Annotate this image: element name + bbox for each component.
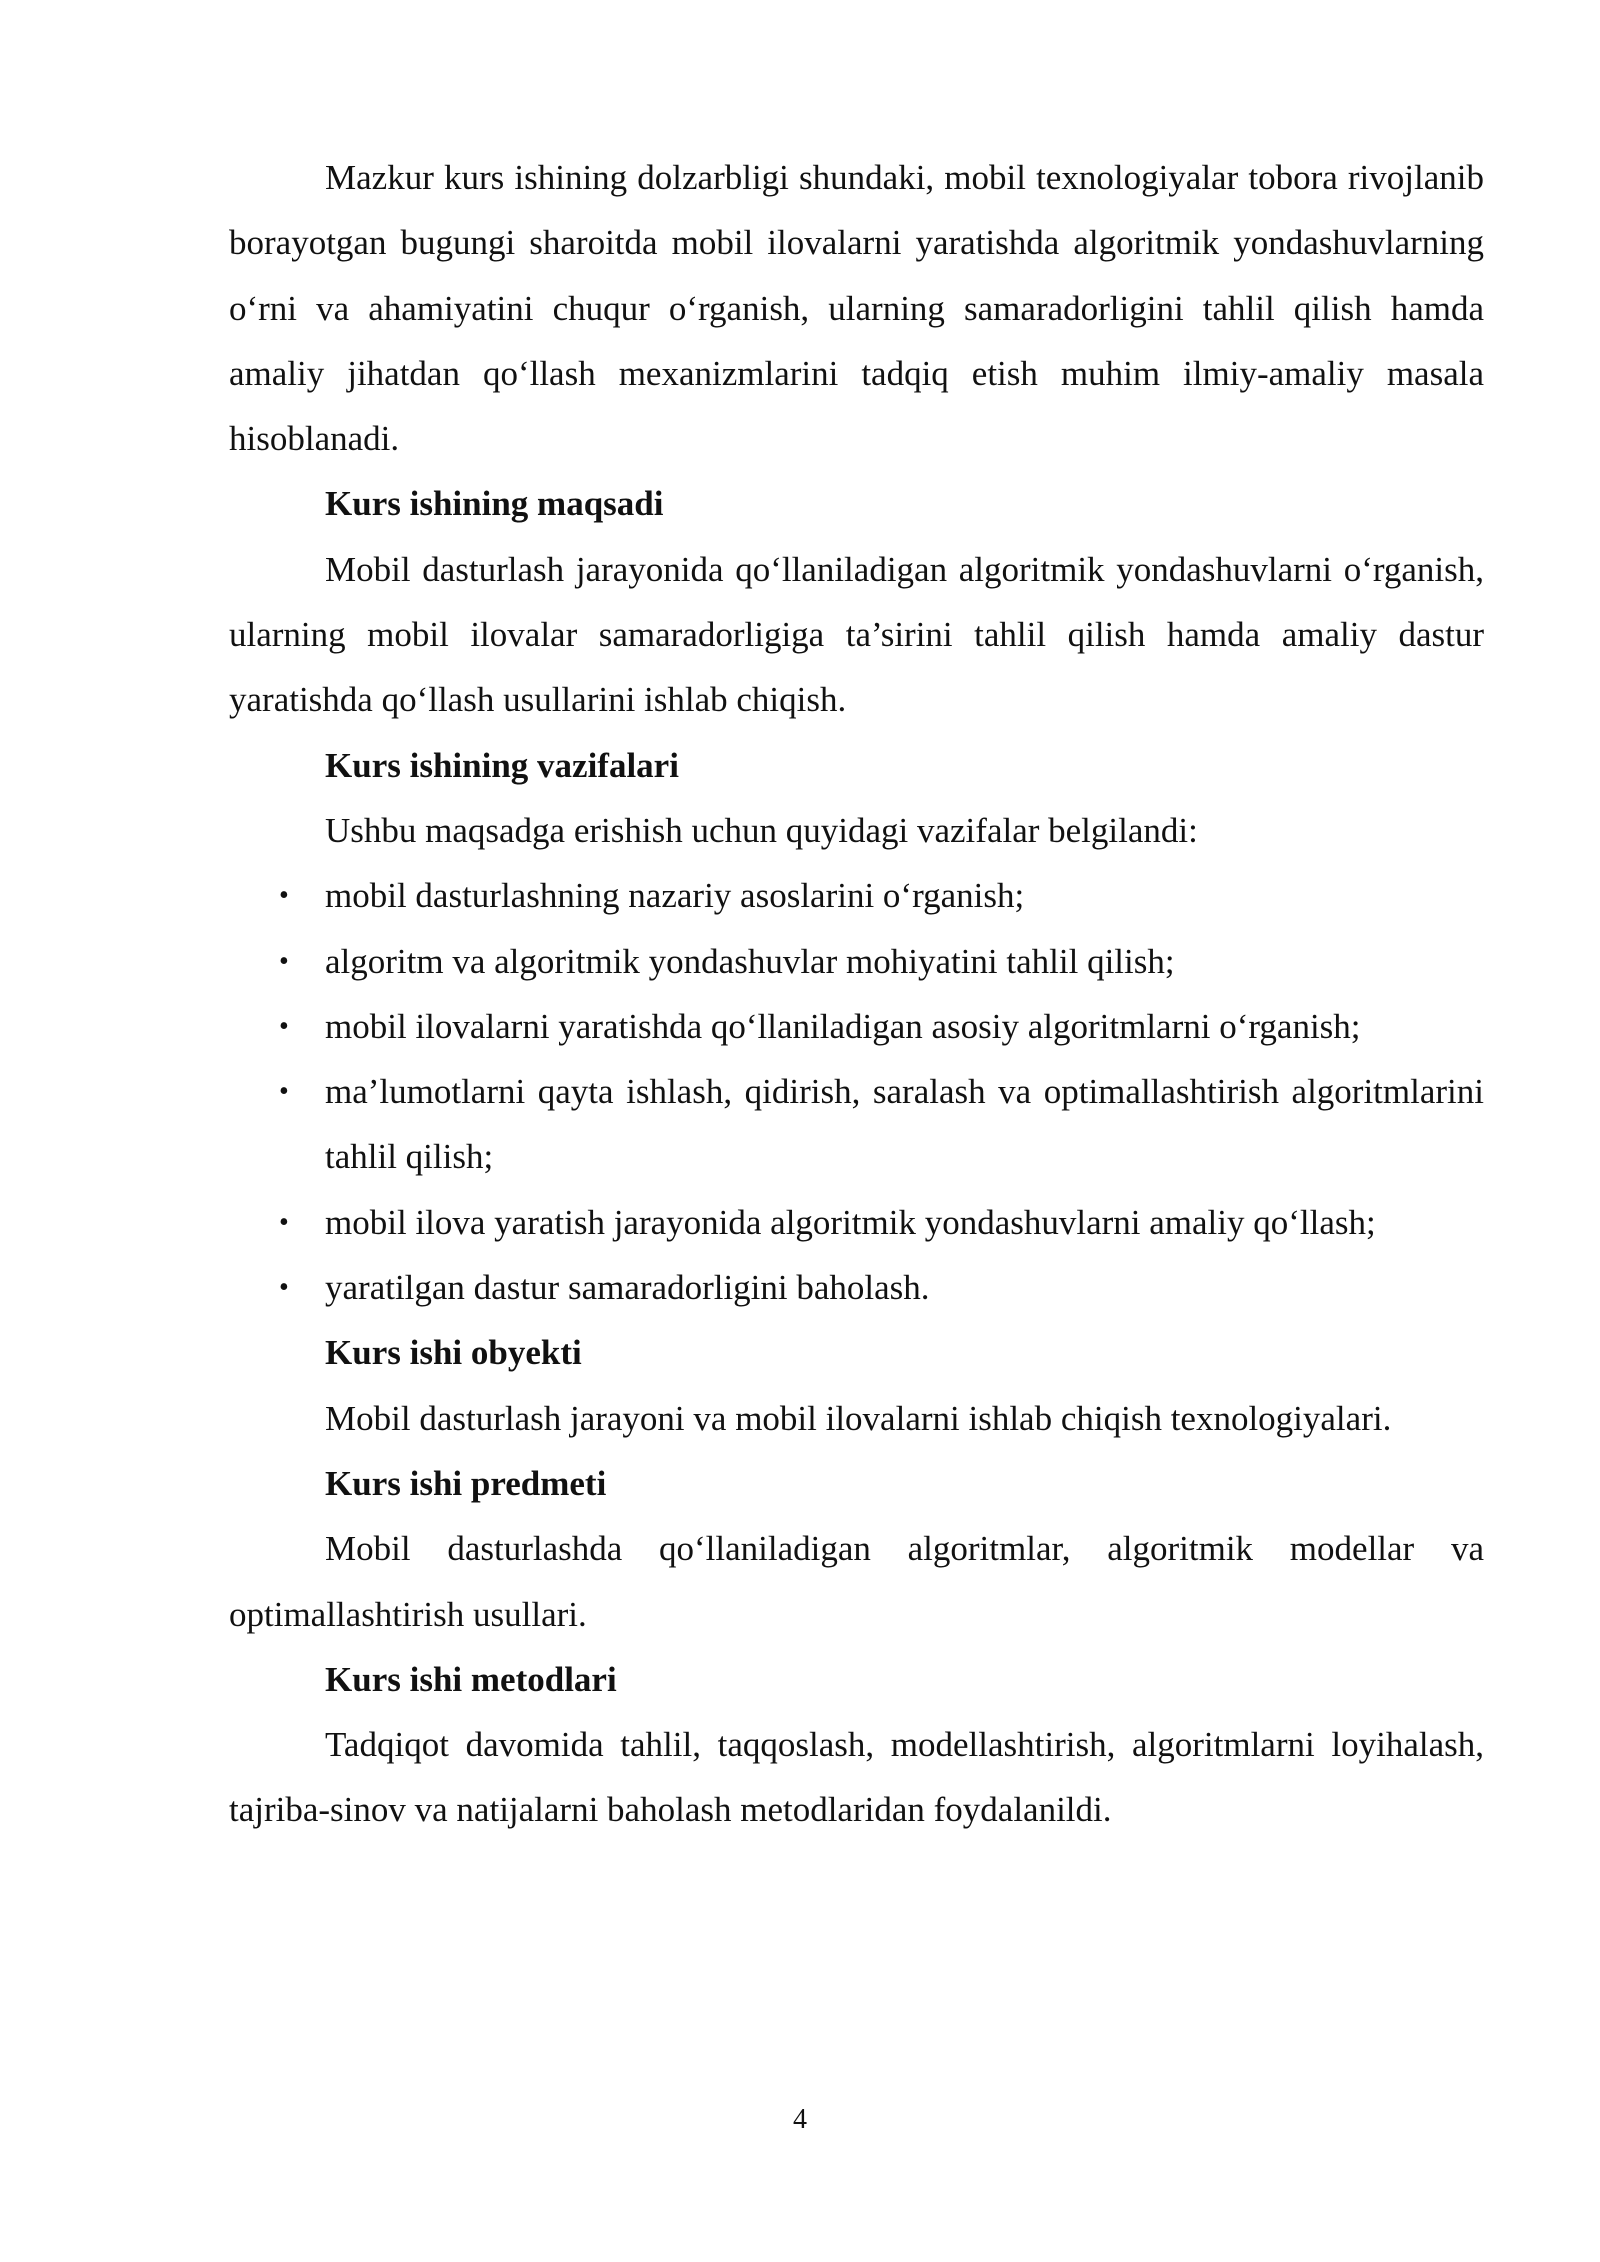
page-body	[229, 145, 1484, 1843]
list-item-text: mobil dasturlashning nazariy asoslarini o‘rganish;	[325, 876, 1025, 916]
list-item	[229, 1190, 1484, 1255]
list-item-text: mobil ilovalarni yaratishda qo‘llaniladigan asosiy algoritmlarni o‘rganish;	[325, 1006, 1361, 1046]
methods-heading: Kurs ishi metodlari	[325, 1659, 617, 1699]
list-item-text: yaratilgan dastur samaradorligini baholash.	[325, 1268, 930, 1308]
intro-paragraph: Mazkur kurs ishining dolzarbligi shundaki, mobil texnologiyalar tobora rivojlanib borayotgan bugungi sharoitda mobil ilovalarni yaratishda algoritmik yondashuvlarning o‘rni va ahamiyatini chuqur o‘rganish, ularning samaradorligini tahlil qilish hamda amaliy jihatdan qo‘llash mexanizmlarini tadqiq etish muhim ilmiy-amaliy masala hisoblanadi.	[229, 158, 1484, 459]
list-item	[229, 863, 1484, 928]
methods-paragraph: Tadqiqot davomida tahlil, taqqoslash, modellashtirish, algoritmlarni loyihalash, tajriba-sinov va natijalarni baholash metodlaridan foydalanildi.	[229, 1725, 1484, 1830]
bullet-icon: •	[279, 1010, 289, 1042]
goal-heading: Kurs ishining maqsadi	[325, 484, 664, 524]
list-item-text: ma’lumotlarni qayta ishlash, qidirish, saralash va optimallashtirish algoritmlarini tahlil qilish;	[325, 1072, 1484, 1177]
subject-paragraph: Mobil dasturlashda qo‘llaniladigan algoritmlar, algoritmik modellar va optimallashtirish usullari.	[229, 1529, 1484, 1634]
tasks-heading: Kurs ishining vazifalari	[325, 745, 679, 785]
list-item	[229, 929, 1484, 994]
list-item	[229, 1059, 1484, 1190]
bullet-icon: •	[279, 1206, 289, 1238]
bullet-icon: •	[279, 945, 289, 977]
page-number: 4	[793, 2104, 807, 2135]
tasks-list	[229, 863, 1484, 1320]
bullet-icon: •	[279, 1076, 289, 1108]
object-paragraph: Mobil dasturlash jarayoni va mobil ilovalarni ishlab chiqish texnologiyalari.	[325, 1398, 1392, 1438]
bullet-icon: •	[279, 1272, 289, 1304]
tasks-intro: Ushbu maqsadga erishish uchun quyidagi vazifalar belgilandi:	[325, 810, 1198, 850]
goal-paragraph: Mobil dasturlash jarayonida qo‘llaniladigan algoritmik yondashuvlarni o‘rganish, ularning mobil ilovalar samaradorligiga ta’sirini tahlil qilish hamda amaliy dastur yaratishda qo‘llash usullarini ishlab chiqish.	[229, 549, 1484, 720]
list-item	[229, 994, 1484, 1059]
object-heading: Kurs ishi obyekti	[325, 1333, 582, 1373]
subject-heading: Kurs ishi predmeti	[325, 1463, 607, 1503]
bullet-icon: •	[279, 880, 289, 912]
list-item	[229, 1255, 1484, 1320]
list-item-text: algoritm va algoritmik yondashuvlar mohiyatini tahlil qilish;	[325, 941, 1175, 981]
list-item-text: mobil ilova yaratish jarayonida algoritmik yondashuvlarni amaliy qo‘llash;	[325, 1202, 1376, 1242]
